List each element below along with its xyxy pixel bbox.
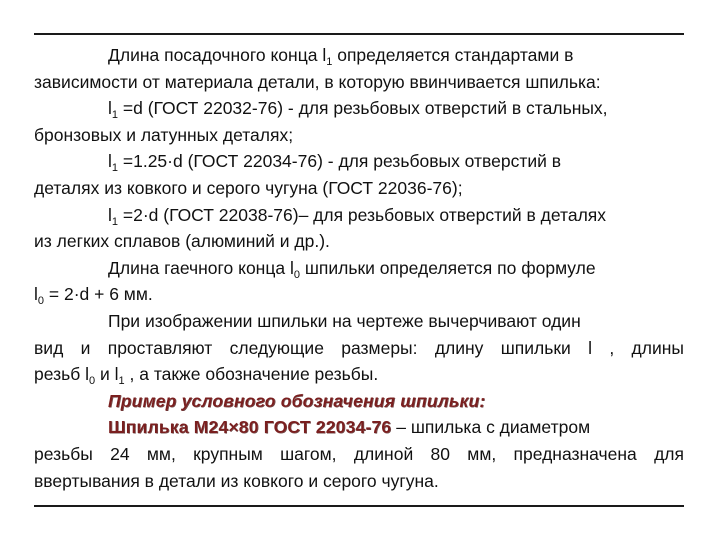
subscript: 1	[118, 375, 125, 388]
text-span: l	[108, 98, 112, 119]
text-span: резьбы 24 мм, крупным шагом, длиной 80 мм, предназначена для	[34, 443, 684, 464]
text-span: = 2·d + 6 мм.	[44, 284, 153, 305]
text-span: Длина гаечного конца l	[108, 257, 294, 278]
bottom-rule	[34, 505, 684, 507]
example-line-3	[34, 468, 684, 495]
subscript: 0	[293, 268, 300, 281]
p3-line-1	[34, 148, 684, 175]
text-span: l	[108, 204, 112, 225]
p6-line-3	[34, 361, 684, 388]
text-span: – шпилька с диаметром	[391, 417, 591, 438]
text-span: , а также обозначение резьбы.	[124, 364, 379, 385]
example-heading-line	[34, 388, 684, 415]
document-body	[34, 42, 684, 494]
subscript: 1	[111, 109, 119, 122]
text-span: =d (ГОСТ 22032-76) - для резьбовых отверстий в стальных,	[118, 98, 608, 119]
p5-line-2	[34, 281, 684, 308]
example-heading: Пример условного обозначения шпильки:	[108, 390, 486, 411]
subscript: 1	[111, 162, 119, 175]
p6-line-1	[34, 308, 684, 335]
p2-line-2	[34, 122, 684, 149]
p4-line-1	[34, 202, 684, 229]
p2-line-1	[34, 95, 684, 122]
example-line-2	[34, 441, 684, 468]
text-span: вид и проставляют следующие размеры: длину шпильки l , длины	[34, 337, 684, 358]
top-rule	[34, 33, 684, 35]
text-span: определяется стандартами в	[332, 45, 574, 65]
text-span: резьб l	[34, 364, 89, 385]
subscript: 0	[37, 295, 45, 308]
example-designation: Шпилька М24×80 ГОСТ 22034-76	[108, 417, 392, 438]
text-span: зависимости от материала детали, в которую ввинчивается шпилька:	[34, 71, 601, 92]
p4-line-2	[34, 228, 684, 255]
p6-line-2	[34, 335, 684, 362]
example-line-1	[34, 414, 684, 441]
p3-line-2	[34, 175, 684, 202]
text-span: бронзовых и латунных деталях;	[34, 124, 294, 145]
subscript: 0	[89, 375, 96, 388]
p1-line-2	[34, 69, 684, 96]
text-span: =2·d (ГОСТ 22038-76)– для резьбовых отверстий в деталях	[118, 204, 607, 225]
p1-line-1	[34, 42, 684, 69]
text-span: из легких сплавов (алюминий и др.).	[34, 231, 330, 252]
p5-line-1	[34, 255, 684, 282]
text-span: l	[34, 284, 38, 305]
text-span: При изображении шпильки на чертеже вычерчивают один	[108, 310, 581, 331]
text-span: и l	[95, 364, 119, 385]
text-span: шпильки определяется по формуле	[299, 257, 596, 278]
text-span: деталях из ковкого и серого чугуна (ГОСТ 22036-76);	[34, 177, 463, 198]
subscript: 1	[111, 215, 119, 228]
subscript: 1	[326, 56, 333, 68]
text-span: ввертывания в детали из ковкого и серого чугуна.	[34, 470, 439, 491]
text-span: l	[108, 151, 112, 172]
text-span: Длина посадочного конца l	[108, 45, 327, 65]
text-span: =1.25·d (ГОСТ 22034-76) - для резьбовых отверстий в	[118, 151, 562, 172]
